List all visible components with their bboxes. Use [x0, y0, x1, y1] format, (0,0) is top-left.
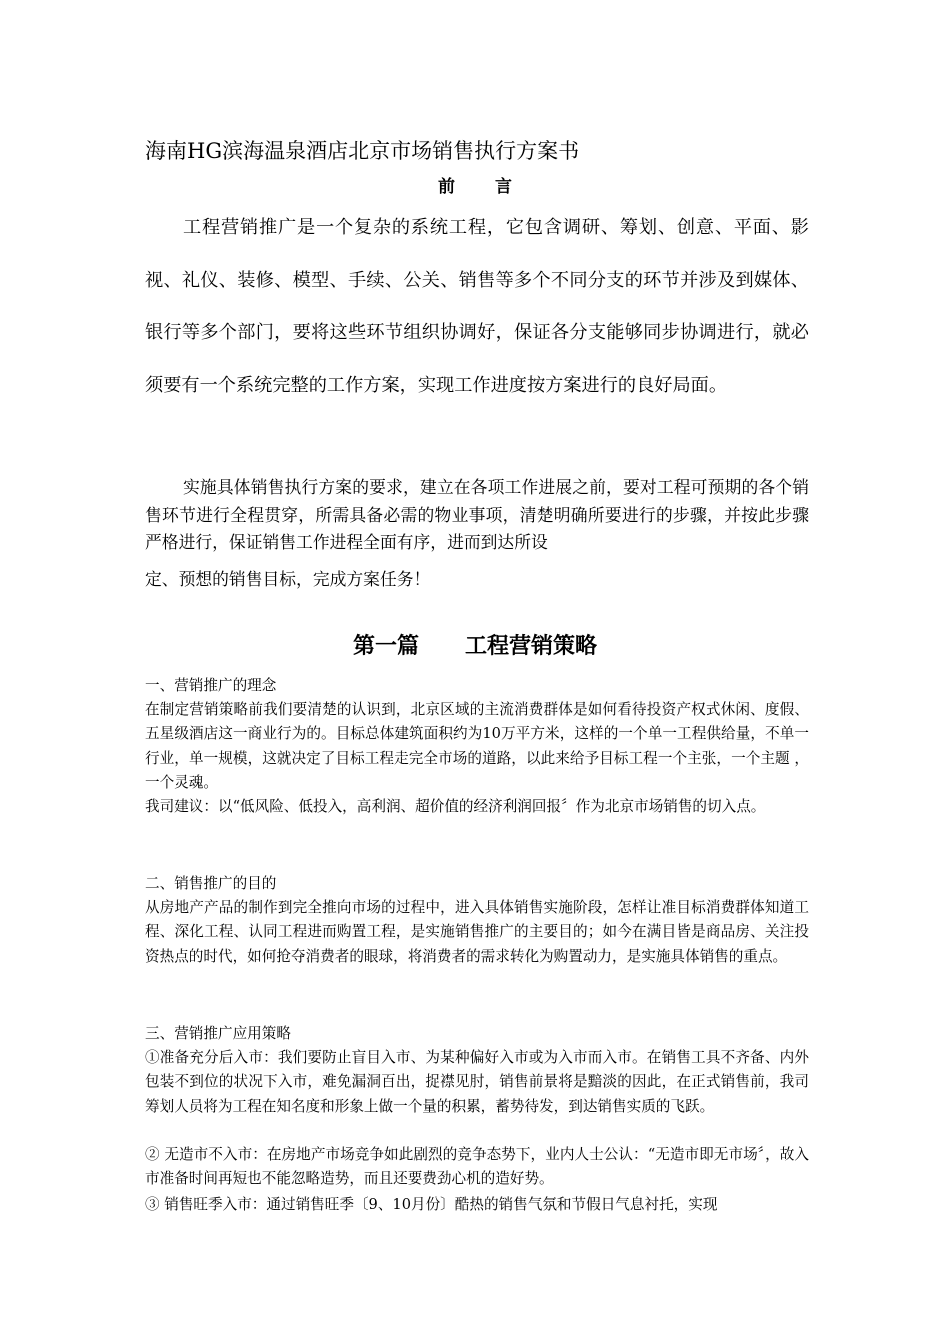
chapter-heading: 第一篇 工程营销策略 — [353, 634, 597, 659]
preface-heading: 前言 — [438, 177, 552, 197]
section-2-paragraph-1: 从房地产产品的制作到完全推向市场的过程中，进入具体销售实施阶段，怎样让准目标消费群体知道工程、深化工程、认同工程进而购置工程，是实施销售推广的主要目的；如今在满目皆是商品房、关注投资热点的时代，如何抢夺消费者的眼球，将消费者的需求转化为购置动力，是实施具体销售的重点。 — [145, 899, 809, 965]
section-title-concept: 一、营销推广的理念 — [145, 677, 277, 694]
preface-paragraph-2 — [145, 474, 809, 593]
section-1-paragraph-2: 我司建议：以“低风险、低投入，高利润、超价值的经济利润回报〞作为北京市场销售的切入点。 — [145, 798, 766, 815]
document-title: 海南HG滨海温泉酒店北京市场销售执行方案书 — [145, 139, 580, 163]
section-3-item-3: ③ 销售旺季入市：通过销售旺季〔9、10月份〕酷热的销售气氛和节假日气息衬托，实现 — [145, 1196, 718, 1213]
preface-paragraph-2-body: 实施具体销售执行方案的要求，建立在各项工作进展之前，要对工程可预期的各个销售环节进行全程贯穿，所需具备必需的物业事项，清楚明确所要进行的步骤，并按此步骤严格进行，保证销售工作进程全面有序，进而到达所设 — [145, 477, 809, 552]
preface-paragraph-2-end: 定、预想的销售目标，完成方案任务！ — [145, 568, 431, 589]
preface-paragraph-1: 工程营销推广是一个复杂的系统工程，它包含调研、筹划、创意、平面、影视、礼仪、装修、模型、手续、公关、销售等多个不同分支的环节并涉及到媒体、银行等多个部门，要将这些环节组织协调好，保证各分支能够同步协调进行，就必须要有一个系统完整的工作方案，实现工作进度按方案进行的良好局面。 — [145, 217, 809, 396]
section-1-paragraph-1: 在制定营销策略前我们要清楚的认识到，北京区域的主流消费群体是如何看待投资产权式休闲、度假、五星级酒店这一商业行为的。目标总体建筑面积约为10万平方米，这样的一个单一工程供给量，不单一行业，单一规模，这就决定了目标工程走完全市场的道路，以此来给予目标工程一个主张，一个主题 ，一个灵魂。 — [145, 701, 809, 791]
section-title-purpose: 二、销售推广的目的 — [145, 875, 277, 892]
section-3-item-1: ①准备充分后入市：我们要防止盲目入市、为某种偏好入市或为入市而入市。在销售工具不齐备、内外包装不到位的状况下入市，难免漏洞百出，捉襟见肘，销售前景将是黯淡的因此，在正式销售前，我司筹划人员将为工程在知名度和形象上做一个量的积累，蓄势待发，到达销售实质的飞跃。 — [145, 1049, 809, 1115]
section-3-item-2: ② 无造市不入市：在房地产市场竞争如此剧烈的竞争态势下，业内人士公认：“无造市即无市场〞，故入市准备时间再短也不能忽略造势，而且还要费劲心机的造好势。 — [145, 1146, 809, 1188]
section-title-strategy: 三、营销推广应用策略 — [145, 1025, 291, 1042]
